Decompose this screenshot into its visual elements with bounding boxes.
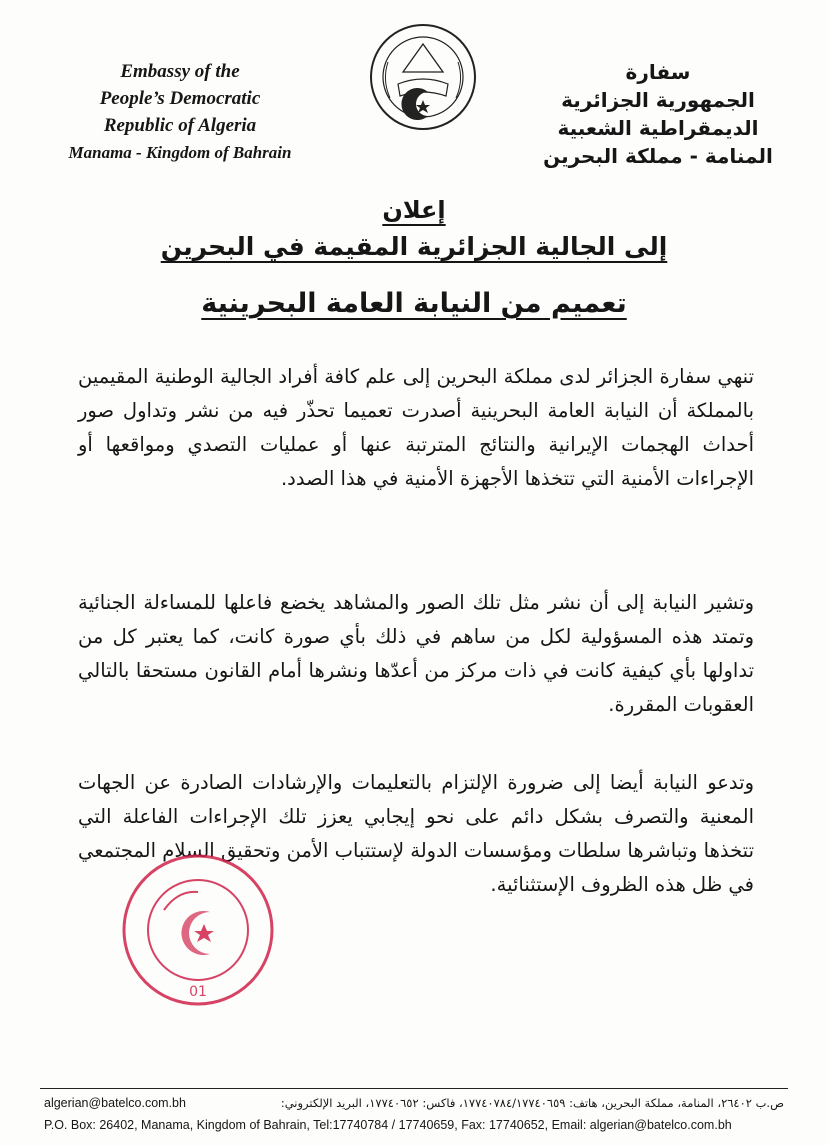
footer-line-2	[44, 1118, 784, 1132]
letterhead-ar-line-1: سفارة	[625, 60, 691, 84]
footer-email-label: Email:	[551, 1118, 587, 1132]
body-paragraph-3: وتدعو النيابة أيضا إلى ضرورة الإلتزام بالتعليمات والإرشادات الصادرة عن الجهات المعنية والتصرف بشكل دائم على نحو إيجابي يعزز تلك الإجراءات الفاعلة التي تتخذها وتباشرها سلطات ومؤسسات الدولة لإستتباب الأمن وتحقيق السلام المجتمعي في ظل هذه الظروف الإستثنائية.	[78, 771, 754, 896]
circular-title: تعميم من النيابة العامة البحرينية	[201, 288, 627, 319]
letterhead-arabic	[528, 58, 788, 170]
embassy-stamp	[118, 850, 278, 1010]
letterhead-en-line-1: Embassy of the	[120, 61, 240, 82]
footer-email-left[interactable]: algerian@batelco.com.bh	[44, 1096, 186, 1110]
footer-email-right[interactable]: algerian@batelco.com.bh	[589, 1118, 732, 1132]
stamp-number: 01	[189, 984, 207, 1000]
letterhead-ar-line-4: المنامة - مملكة البحرين	[543, 144, 773, 168]
letterhead-ar-line-3: الديمقراطية الشعبية	[557, 116, 759, 140]
announcement-title: إعلان	[382, 196, 446, 224]
footer-arabic-contact: ص.ب ٢٦٤٠٢، المنامة، مملكة البحرين، هاتف: ١٧٧٤٠٧٨٤/١٧٧٤٠٦٥٩، فاكس: ١٧٧٤٠٦٥٢، البريد الإلكتروني:	[280, 1096, 784, 1110]
letterhead-en-line-4: Manama - Kingdom of Bahrain	[68, 143, 292, 162]
letterhead-english	[40, 58, 320, 166]
letterhead-ar-line-2: الجمهورية الجزائرية	[561, 88, 755, 112]
algeria-emblem-seal	[368, 22, 478, 132]
footer-divider	[40, 1088, 788, 1089]
body-paragraph-2: وتشير النيابة إلى أن نشر مثل تلك الصور والمشاهد يخضع فاعلها للمساءلة الجنائية وتمتد هذه المسؤولية لكل من ساهم في ذلك بأي صورة كانت، كما يعتبر كل من تداولها بأي كيفية كانت في ذات مركز من أعدّها ونشرها أمام القانون مستحقا بالتالي العقوبات المقررة.	[78, 591, 754, 716]
announcement-subtitle: إلى الجالية الجزائرية المقيمة في البحرين	[160, 232, 668, 261]
footer-address: P.O. Box: 26402, Manama, Kingdom of Bahrain, Tel:17740784 / 17740659, Fax: 17740652,	[44, 1118, 549, 1132]
letterhead-en-line-3: Republic of Algeria	[103, 115, 257, 136]
letterhead-en-line-2: People’s Democratic	[99, 88, 261, 109]
body-paragraph-1: تنهي سفارة الجزائر لدى مملكة البحرين إلى علم كافة أفراد الجالية الوطنية المقيمين بالمملكة أن النيابة العامة البحرينية أصدرت تعميما تحذّر فيه من نشر وتداول صور أحداث الهجمات الإيرانية والنتائج المترتبة عنها أو عمليات التصدي ومواقعها أو الإجراءات الأمنية التي تتخذها الأجهزة الأمنية في هذا الصدد.	[78, 365, 754, 490]
